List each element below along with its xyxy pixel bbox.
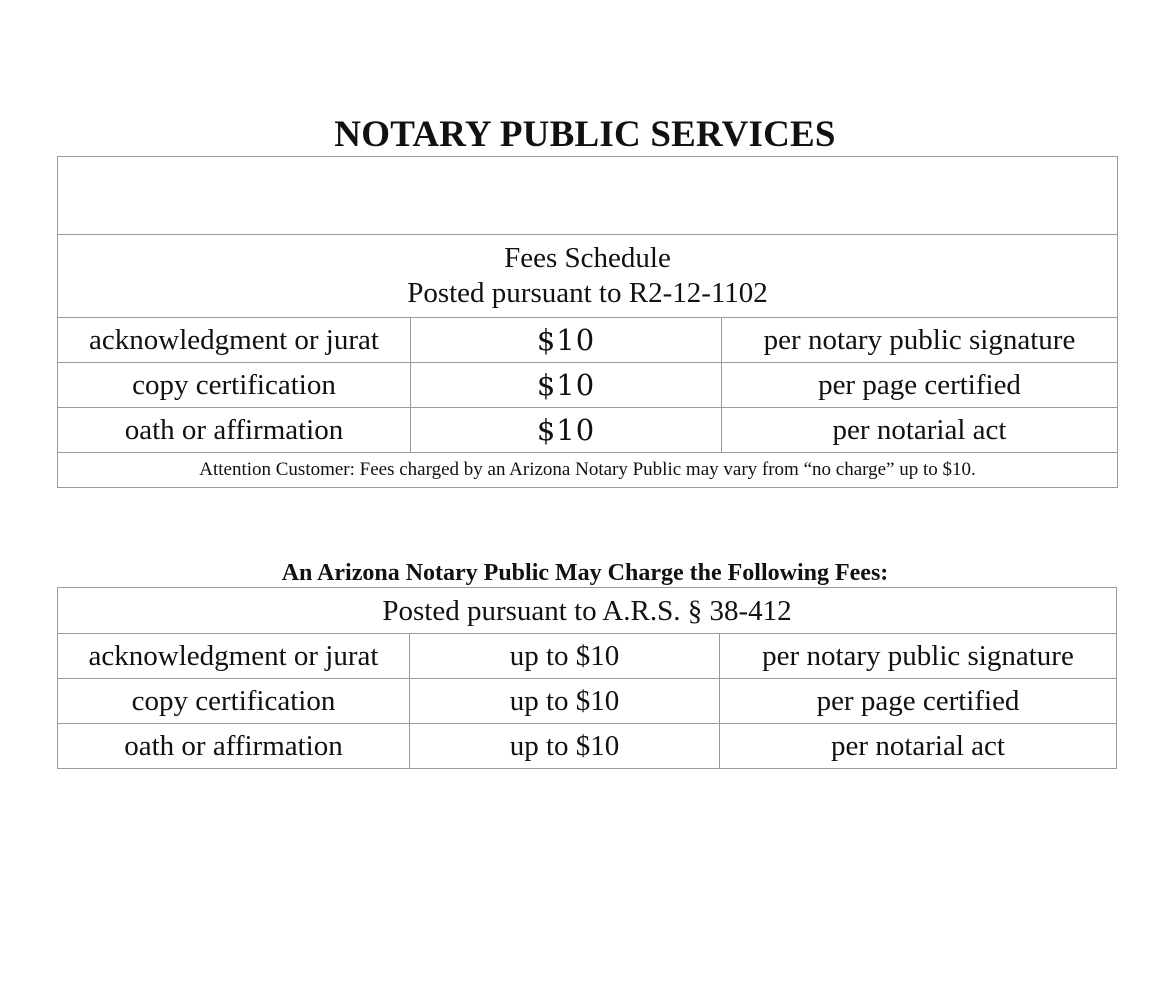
- fees-schedule-header-row: [58, 235, 1118, 318]
- unit-cell: per page certified: [720, 679, 1117, 724]
- unit-cell: per notary public signature: [722, 318, 1118, 363]
- service-cell: oath or affirmation: [58, 724, 410, 769]
- arizona-fees-table: [57, 587, 1117, 769]
- unit-cell: per notarial act: [722, 408, 1118, 453]
- fees-schedule-header-cell: [58, 235, 1118, 318]
- unit-cell: per notarial act: [720, 724, 1117, 769]
- service-cell: copy certification: [58, 679, 410, 724]
- page-title: NOTARY PUBLIC SERVICES: [334, 114, 836, 155]
- fee-cell: up to $10: [410, 634, 720, 679]
- table-row: [58, 724, 1117, 769]
- service-cell: acknowledgment or jurat: [58, 634, 410, 679]
- table-row: [58, 634, 1117, 679]
- fees-schedule-table: [57, 156, 1118, 488]
- arizona-fees-heading: An Arizona Notary Public May Charge the Following Fees:: [281, 560, 889, 586]
- service-cell: copy certification: [58, 363, 411, 408]
- unit-cell: per notary public signature: [720, 634, 1117, 679]
- blank-cell: [58, 157, 1118, 235]
- attention-row: [58, 453, 1118, 488]
- table-row: [58, 363, 1118, 408]
- fee-cell: up to $10: [410, 724, 720, 769]
- fee-cell: $10: [411, 318, 722, 363]
- table-row: [58, 318, 1118, 363]
- table-row: [58, 408, 1118, 453]
- arizona-fees-header-row: [58, 588, 1117, 634]
- fee-cell: $10: [411, 363, 722, 408]
- fees-schedule-heading: Fees Schedule: [504, 242, 671, 274]
- attention-note: Attention Customer: Fees charged by an Arizona Notary Public may vary from “no charge” up to $10.: [58, 453, 1118, 488]
- service-cell: oath or affirmation: [58, 408, 411, 453]
- unit-cell: per page certified: [722, 363, 1118, 408]
- service-cell: acknowledgment or jurat: [58, 318, 411, 363]
- fees-schedule-posted-pursuant: Posted pursuant to R2-12-1102: [407, 277, 768, 309]
- fee-cell: up to $10: [410, 679, 720, 724]
- arizona-fees-posted-pursuant: Posted pursuant to A.R.S. § 38-412: [58, 588, 1117, 634]
- fee-cell: $10: [411, 408, 722, 453]
- table-row: [58, 679, 1117, 724]
- blank-row: [58, 157, 1118, 235]
